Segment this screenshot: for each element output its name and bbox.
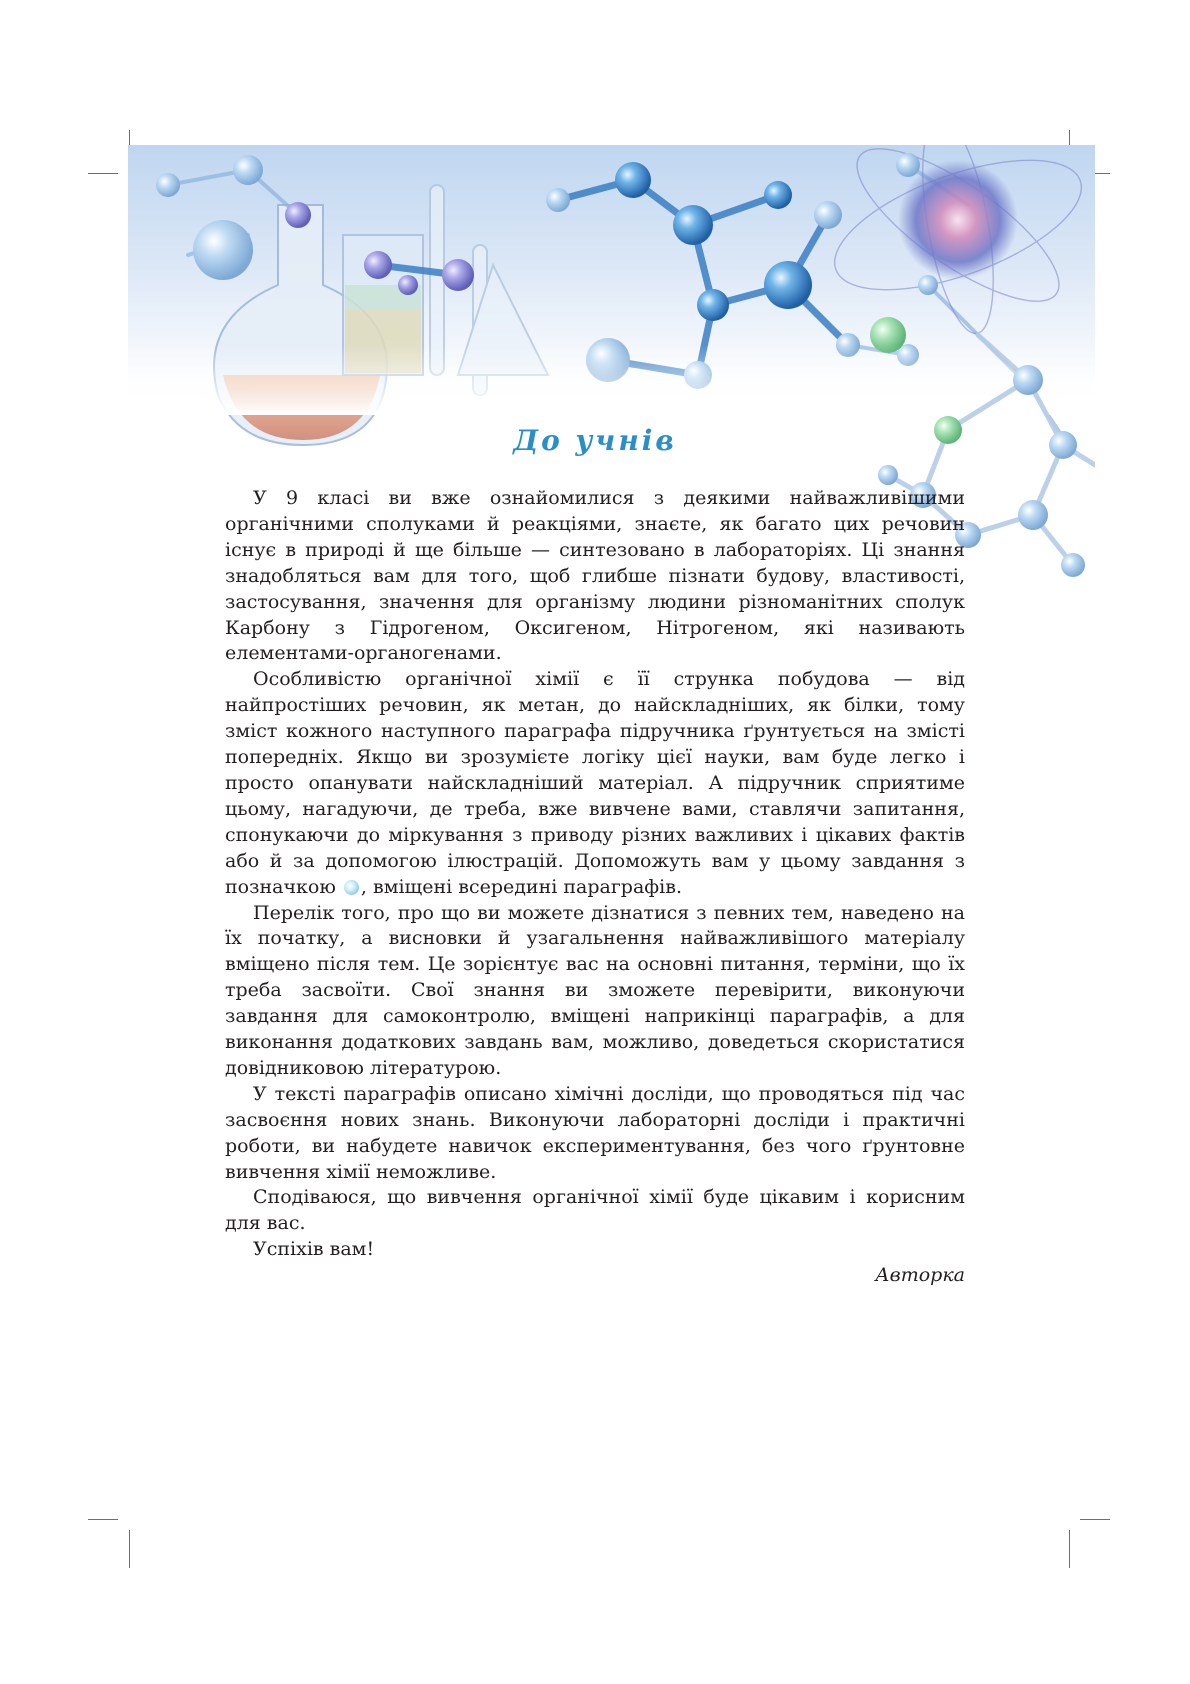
crop-mark <box>129 1530 130 1568</box>
paragraph: Сподіваюся, що вивчення органічної хімії буде цікавим і корисним для вас. <box>225 1186 965 1235</box>
paragraph-text: Особливістю органічної хімії є її струнка побудова — від найпростіших речовин, як метан, до найскладніших, як білки, тому зміст кожного наступного параграфа підручника ґрунтується на змісті попередніх. Якщо ви зрозумієте логіку цієї науки, вам буде легко і просто опанувати найскладніший матеріал. А підручник сприятиме цьому, нагадуючи, де треба, вже вивчене вами, ставлячи запитання, спонукаючи до міркування з приводу різних важливих і цікавих фактів або й за допомогою ілюстрацій. Допоможуть вам у цьому завдання з позначкою <box>225 668 965 898</box>
intro-text <box>225 486 965 1263</box>
crop-mark <box>1080 1519 1110 1520</box>
blue-sphere-marker-icon <box>344 880 359 895</box>
paragraph: Успіхів вам! <box>253 1238 375 1261</box>
crop-mark <box>88 1519 118 1520</box>
crop-mark <box>1069 1530 1070 1568</box>
paragraph: У 9 класі ви вже ознайомилися з деякими найважливішими органічними сполуками й реакціями, знаєте, як багато цих речовин існує в природі й ще більше — синтезовано в лабораторіях. Ці знання знадобляться вам для того, щоб глибше пізнати будову, властивості, застосування, значення для організму людини різноманітних сполук Карбону з Гідрогеном, Оксигеном, Нітрогеном, які називають елементами-органогенами. <box>225 487 965 665</box>
page-title: До учнів <box>513 424 677 457</box>
paragraph: Перелік того, про що ви можете дізнатися з певних тем, наведено на їх початку, а висновки й узагальнення найважливішого матеріалу вміщено після тем. Це зорієнтує вас на основні питання, терміни, що їх треба засвоїти. Свої знання ви зможете перевірити, виконуючи завдання для самоконтролю, вміщені наприкінці параграфів, а для виконання додаткових завдань вам, можливо, доведеться скористатися довідниковою літературою. <box>225 901 965 1079</box>
author-signature: Авторка <box>875 1264 965 1286</box>
crop-mark <box>88 173 118 174</box>
paragraph: У тексті параграфів описано хімічні досліди, що проводяться під час засвоєння нових знань. Виконуючи лабораторні досліди і практичні роботи, ви набудете навичок експериментування, без чого ґрунтовне вивчення хімії неможливе. <box>225 1082 965 1183</box>
paragraph <box>225 667 965 900</box>
paragraph-text: , вміщені всередині параграфів. <box>360 875 682 898</box>
